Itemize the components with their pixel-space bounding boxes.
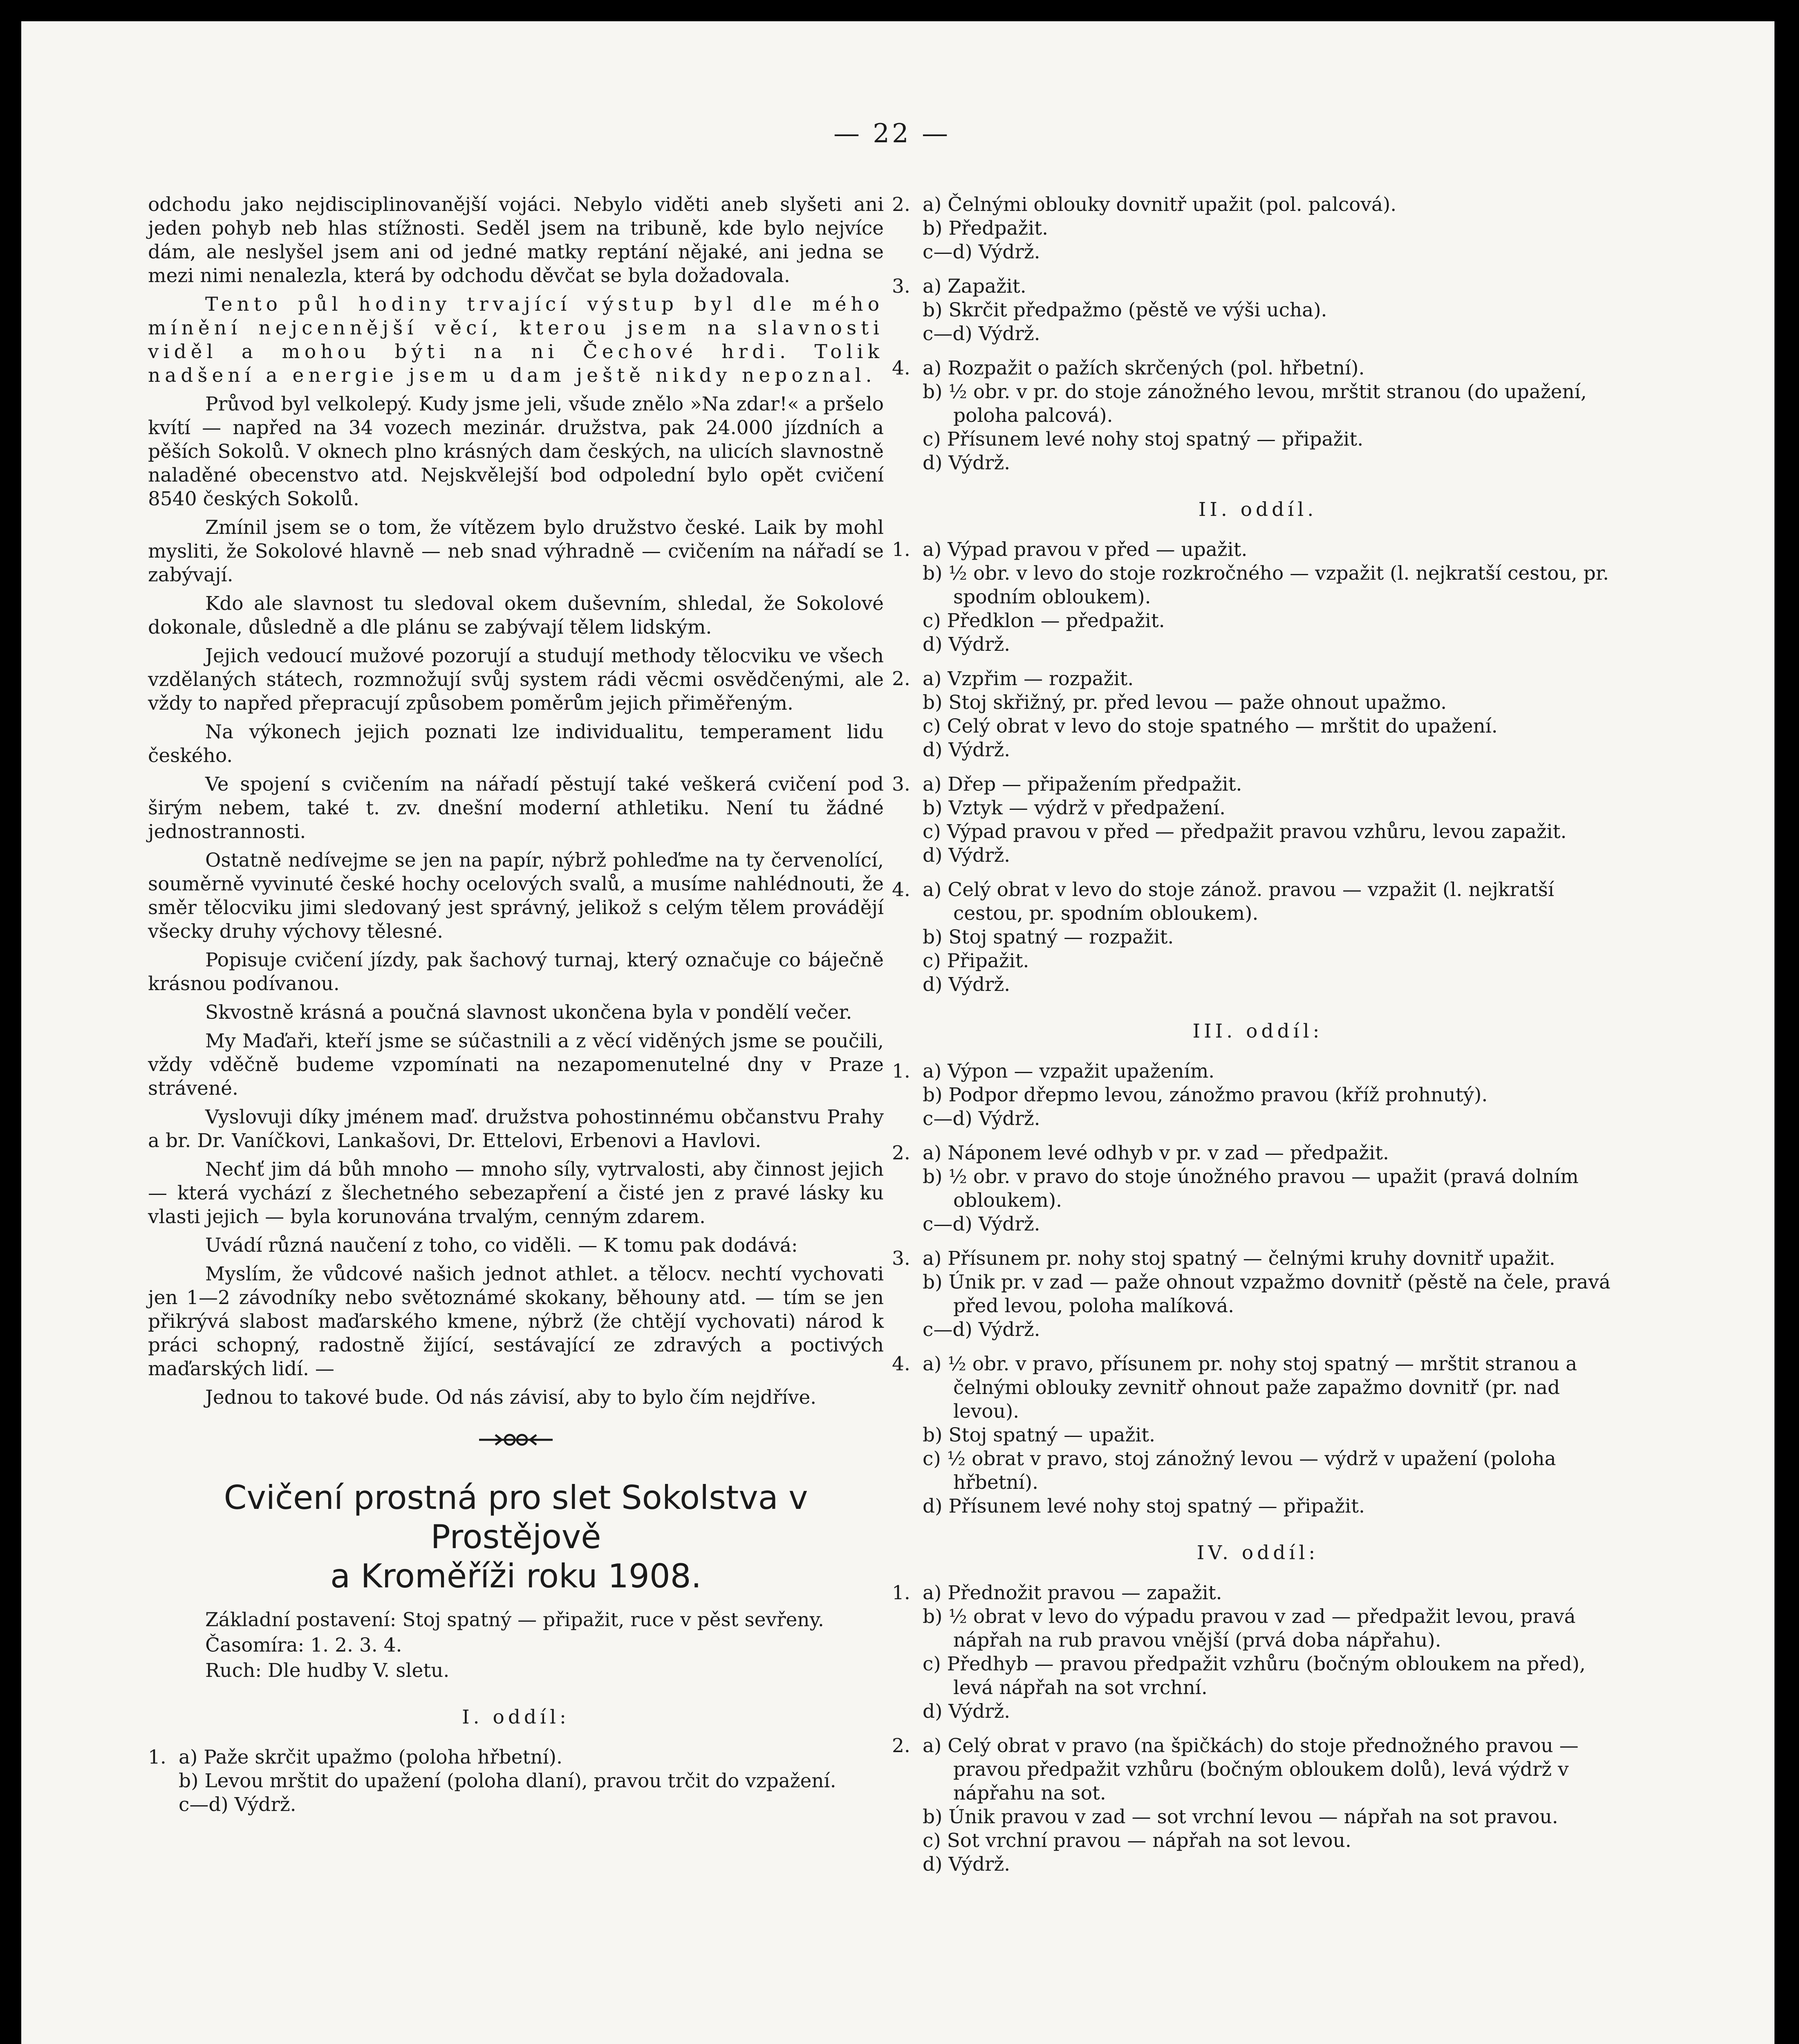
exercise-number: 3. bbox=[892, 1247, 910, 1270]
exercise-step: d) Přísunem levé nohy stoj spatný — připažit. bbox=[923, 1495, 1365, 1517]
paragraph: Na výkonech jejich poznati lze individualitu, temperament lidu českého. bbox=[148, 721, 884, 767]
exercise-step: a) Výpon — vzpažit upažením. bbox=[923, 1060, 1215, 1083]
paragraph: Ve spojení s cvičením na nářadí pěstují také veškerá cvičení pod širým nebem, také t. zv. dnešní moderní athletiku. Není tu žádné jednostrannosti. bbox=[148, 773, 884, 843]
paragraph: Průvod byl velkolepý. Kudy jsme jeli, všude znělo »Na zdar!« a pršelo kvítí — napřed na 34 vozech mezinár. družstva, pak 24.000 jízdních a pěších Sokolů. V oknech plno krásných dam českých, na ulicích slavnostně naladěné obecenstvo atd. Nejskvělejší bod odpolední bylo opět cvičení 8540 českých Sokolů. bbox=[148, 393, 884, 510]
paragraph: Uvádí různá naučení z toho, co viděli. — K tomu pak dodává: bbox=[205, 1234, 798, 1257]
section-heading: II. oddíl. bbox=[1198, 498, 1317, 521]
exercise-step: a) Přednožit pravou — zapažit. bbox=[923, 1582, 1222, 1604]
exercise bbox=[892, 1247, 1624, 1342]
exercise-number: 2. bbox=[892, 1142, 910, 1164]
exercise-step: d) Výdrž. bbox=[923, 1853, 1010, 1876]
section-heading: IV. oddíl: bbox=[1196, 1542, 1319, 1564]
exercise bbox=[892, 538, 1624, 657]
basic-position: Základní postavení: Stoj spatný — připažit, ruce v pěst sevřeny. bbox=[205, 1609, 824, 1631]
exercise-step: c) Předhyb — pravou předpažit vzhůru (bočným obloukem na před), levá nápřah na sot vrchní. bbox=[923, 1653, 1586, 1699]
section-heading: I. oddíl: bbox=[462, 1706, 570, 1728]
exercise bbox=[892, 878, 1624, 997]
exercise-step: c—d) Výdrž. bbox=[179, 1793, 296, 1816]
exercise-step: c) Přísunem levé nohy stoj spatný — připažit. bbox=[923, 428, 1364, 450]
exercise-step: c—d) Výdrž. bbox=[923, 1213, 1040, 1235]
exercise-number: 3. bbox=[892, 275, 910, 298]
exercise-step: c—d) Výdrž. bbox=[923, 1107, 1040, 1130]
exercise-step: b) Stoj spatný — rozpažit. bbox=[923, 926, 1174, 948]
exercise-step: b) ½ obrat v levo do výpadu pravou v zad — předpažit levou, pravá nápřah na rub pravou vnější (prvá doba nápřahu). bbox=[923, 1605, 1576, 1652]
exercise-step: c) Výpad pravou v před — předpažit pravou vzhůru, levou zapažit. bbox=[923, 820, 1567, 843]
exercise bbox=[892, 773, 1624, 867]
exercise bbox=[892, 356, 1624, 475]
exercise-step: a) ½ obr. v pravo, přísunem pr. nohy stoj spatný — mrštit stranou a čelnými oblouky zevnitř ohnout paže zapažmo dovnitř (pr. nad levou). bbox=[923, 1353, 1577, 1423]
exercise-step: d) Výdrž. bbox=[923, 1700, 1010, 1723]
exercise-step: c—d) Výdrž. bbox=[923, 1318, 1040, 1341]
exercise-step: d) Výdrž. bbox=[923, 739, 1010, 761]
exercise-step: a) Náponem levé odhyb v pr. v zad — předpažit. bbox=[923, 1142, 1389, 1164]
exercise-step: b) Levou mrštit do upažení (poloha dlaní), pravou trčit do vzpažení. bbox=[179, 1770, 836, 1792]
title-line-1: Cvičení prostná pro slet Sokolstva v Prostějově bbox=[224, 1479, 808, 1556]
exercise bbox=[892, 275, 1624, 346]
exercise-step: c) Předklon — předpažit. bbox=[923, 610, 1165, 632]
exercise-step: b) Skrčit předpažmo (pěstě ve výši ucha). bbox=[923, 299, 1327, 321]
exercise bbox=[892, 1734, 1624, 1876]
exercise-step: a) Dřep — připažením předpažit. bbox=[923, 773, 1242, 796]
exercise-step: d) Výdrž. bbox=[923, 973, 1010, 996]
exercise-step: b) Stoj skřižný, pr. před levou — paže ohnout upažmo. bbox=[923, 691, 1447, 714]
paragraph: My Maďaři, kteří jsme se súčastnili a z věcí viděných jsme se poučili, vždy vděčně budeme vzpomínati na nezapomenutelné dny v Praze strávené. bbox=[148, 1030, 884, 1100]
exercise-step: b) Předpažit. bbox=[923, 217, 1048, 240]
exercise-step: b) Stoj spatný — upažit. bbox=[923, 1424, 1156, 1446]
ornament-divider bbox=[148, 1430, 884, 1454]
exercise-step: a) Přísunem pr. nohy stoj spatný — čelnými kruhy dovnitř upažit. bbox=[923, 1247, 1555, 1270]
exercise-step: c) Připažit. bbox=[923, 950, 1029, 972]
exercise bbox=[892, 1352, 1624, 1518]
exercise-step: c—d) Výdrž. bbox=[923, 241, 1040, 263]
movement: Ruch: Dle hudby V. sletu. bbox=[205, 1659, 450, 1682]
exercise bbox=[148, 1746, 884, 1817]
exercise-step: a) Čelnými oblouky dovnitř upažit (pol. palcová). bbox=[923, 193, 1397, 216]
paragraph: Jejich vedoucí mužové pozorují a studují methody tělocviku ve všech vzdělaných státech, rozmnožují svůj system rádi věcmi osvědčenými, ale vždy to napřed přepracují způsobem poměrům jejich přiměřeným. bbox=[148, 645, 884, 715]
exercise bbox=[892, 1581, 1624, 1724]
spaced-paragraph: Tento půl hodiny trvající výstup byl dle mého mínění nejcennější věcí, kterou jsem na slavnosti viděl a mohou býti na ni Čechové hrdi. Tolik nadšení a energie jsem u dam ještě nikdy nepoznal. bbox=[148, 293, 884, 387]
exercise-number: 4. bbox=[892, 357, 910, 379]
exercise-number: 3. bbox=[892, 773, 910, 796]
page-number: — 22 — bbox=[833, 119, 951, 149]
exercise-number: 4. bbox=[892, 879, 910, 901]
exercise-number: 2. bbox=[892, 193, 910, 216]
paragraph: Vyslovuji díky jménem maď. družstva pohostinnému občanstvu Prahy a br. Dr. Vaníčkovi, Lankašovi, Dr. Ettelovi, Erbenovi a Havlovi. bbox=[148, 1106, 884, 1152]
exercise-number: 2. bbox=[892, 1735, 910, 1757]
exercise-step: b) Únik pr. v zad — paže ohnout vzpažmo dovnitř (pěstě na čele, pravá před levou, poloha malíková. bbox=[923, 1271, 1611, 1317]
exercise-number: 1. bbox=[892, 538, 910, 561]
exercise-step: b) Podpor dřepmo levou, zánožmo pravou (kříž prohnutý). bbox=[923, 1084, 1488, 1106]
exercise-number: 2. bbox=[892, 668, 910, 690]
exercise-step: d) Výdrž. bbox=[923, 452, 1010, 474]
exercise-step: c) Sot vrchní pravou — nápřah na sot levou. bbox=[923, 1829, 1351, 1852]
exercise-number: 1. bbox=[892, 1060, 910, 1083]
ornament-icon bbox=[479, 1432, 553, 1448]
title-line-2: a Kroměříži roku 1908. bbox=[330, 1557, 701, 1595]
exercise-number: 1. bbox=[148, 1746, 166, 1768]
document-page bbox=[21, 21, 1774, 2044]
section-heading: III. oddíl: bbox=[1192, 1020, 1323, 1042]
paragraph: Kdo ale slavnost tu sledoval okem duševním, shledal, že Sokolové dokonale, důsledně a dle plánu se zabývají tělem lidským. bbox=[148, 592, 884, 639]
exercise-number: 1. bbox=[892, 1582, 910, 1604]
exercise-step: a) Rozpažit o pažích skrčených (pol. hřbetní). bbox=[923, 357, 1365, 379]
exercise-step: b) Únik pravou v zad — sot vrchní levou — nápřah na sot pravou. bbox=[923, 1806, 1558, 1828]
exercise bbox=[892, 667, 1624, 762]
exercise-step: b) ½ obr. v pravo do stoje únožného pravou — upažit (pravá dolním obloukem). bbox=[923, 1165, 1579, 1212]
exercise-step: a) Zapažit. bbox=[923, 275, 1026, 298]
left-column bbox=[148, 193, 884, 1827]
paragraph: Jednou to takové bude. Od nás závisí, aby to bylo čím nejdříve. bbox=[205, 1386, 817, 1409]
exercise-step: a) Paže skrčit upažmo (poloha hřbetní). bbox=[179, 1746, 562, 1768]
exercise-step: b) ½ obr. v pr. do stoje zánožného levou, mrštit stranou (do upažení, poloha palcová). bbox=[923, 381, 1587, 427]
exercise-step: a) Výpad pravou v před — upažit. bbox=[923, 538, 1248, 561]
paragraph: odchodu jako nejdisciplinovanější vojáci. Nebylo viděti aneb slyšeti ani jeden pohyb neb hlas stížnosti. Seděl jsem na tribuně, kde bylo nejvíce dám, ale neslyšel jsem ani od jedné matky reptání nějaké, ani jedna se mezi nimi nenalezla, která by odchodu děvčat se byla dožadovala. bbox=[148, 193, 884, 287]
exercise-step: d) Výdrž. bbox=[923, 633, 1010, 656]
right-column bbox=[892, 193, 1624, 1887]
exercise-step: b) ½ obr. v levo do stoje rozkročného — vzpažit (l. nejkratší cestou, pr. spodním obloukem). bbox=[923, 562, 1609, 608]
paragraph: Skvostně krásná a poučná slavnost ukončena byla v pondělí večer. bbox=[205, 1001, 852, 1024]
exercise-number: 4. bbox=[892, 1353, 910, 1375]
exercise-step: c) Celý obrat v levo do stoje spatného — mrštit do upažení. bbox=[923, 715, 1498, 737]
paragraph: Zmínil jsem se o tom, že vítězem bylo družstvo české. Laik by mohl mysliti, že Sokolové hlavně — neb snad výhradně — cvičením na nářadí se zabývají. bbox=[148, 516, 884, 586]
paragraph: Ostatně nedívejme se jen na papír, nýbrž pohleďme na ty červenolící, souměrně vyvinuté české hochy ocelových svalů, a musíme nahlédnouti, že směr tělocviku jimi sledovaný jest správný, jelikož s celým tělem provádějí všecky druhy výchovy tělesné. bbox=[148, 849, 884, 943]
paragraph: Popisuje cvičení jízdy, pak šachový turnaj, který označuje co báječně krásnou podívanou. bbox=[148, 949, 884, 995]
exercise-step: a) Vzpřim — rozpažit. bbox=[923, 668, 1134, 690]
exercise-step: a) Celý obrat v pravo (na špičkách) do stoje přednožného pravou — pravou předpažit vzhůru (bočným obloukem dolů), levá výdrž v nápřahu na sot. bbox=[923, 1735, 1579, 1804]
exercise-step: c—d) Výdrž. bbox=[923, 323, 1040, 345]
exercise bbox=[892, 193, 1624, 264]
paragraph: Myslím, že vůdcové našich jednot athlet. a tělocv. nechtí vychovati jen 1—2 závodníky nebo světoznámé skokany, běhouny atd. — tím se jen přikrývá slabost maďarského kmene, nýbrž (že chtějí vychovati) národ k práci schopný, radostně žijící, sestávající ze zdravých a poctivých maďarských lidí. — bbox=[148, 1263, 884, 1380]
paragraph: Nechť jim dá bůh mnoho — mnoho síly, vytrvalosti, aby činnost jejich — která vychází z šlechetného sebezapření a čisté jen z pravé lásky ku vlasti jejich — byla korunována trvalým, cenným zdarem. bbox=[148, 1158, 884, 1228]
exercise bbox=[892, 1141, 1624, 1236]
exercise-step: d) Výdrž. bbox=[923, 844, 1010, 867]
exercise-step: c) ½ obrat v pravo, stoj zánožný levou — výdrž v upažení (poloha hřbetní). bbox=[923, 1448, 1556, 1494]
exercise bbox=[892, 1060, 1624, 1131]
exercise-step: b) Vztyk — výdrž v předpažení. bbox=[923, 797, 1226, 819]
article-title bbox=[148, 1478, 884, 1596]
exercise-step: a) Celý obrat v levo do stoje zánož. pravou — vzpažit (l. nejkratší cestou, pr. spodním obloukem). bbox=[923, 879, 1554, 925]
timing: Časomíra: 1. 2. 3. 4. bbox=[205, 1634, 402, 1656]
